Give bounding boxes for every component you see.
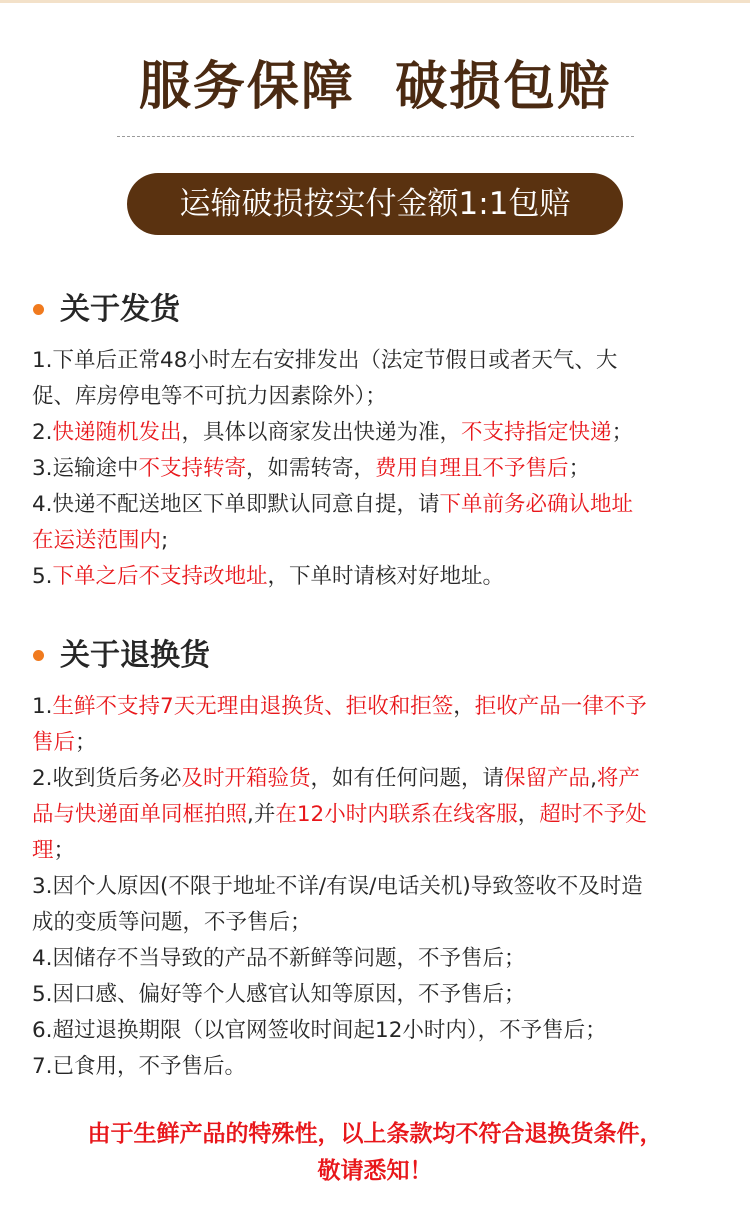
- highlight-text: 费用自理且不予售后: [375, 456, 569, 481]
- policy-line: [32, 379, 722, 415]
- policy-text: ；: [568, 456, 591, 481]
- policy-text: 2.: [32, 420, 53, 445]
- guarantee-banner: 运输破损按实付金额1:1包赔: [127, 173, 623, 235]
- highlight-text: 生鲜不支持7天无理由退换货、拒收和拒签: [52, 694, 454, 719]
- footer-notice: [0, 1116, 750, 1190]
- policy-line: [32, 451, 722, 487]
- policy-line: [32, 977, 722, 1013]
- policy-text: ，如需转寄，: [246, 456, 376, 481]
- policy-text: ；: [611, 420, 634, 445]
- highlight-text: 理: [32, 838, 54, 863]
- policy-line: [32, 797, 722, 833]
- highlight-text: 售后: [32, 730, 76, 755]
- policy-text: ，: [517, 802, 540, 827]
- policy-text: 7.已食用，不予售后。: [32, 1054, 247, 1079]
- policy-line: [32, 523, 722, 559]
- bullet-dot-icon: [33, 650, 44, 661]
- policy-text: ，具体以商家发出快递为准，: [181, 420, 462, 445]
- policy-line: [32, 833, 722, 869]
- policy-text: 2.收到货后务必: [32, 766, 182, 791]
- policy-text: 1.: [32, 694, 53, 719]
- policy-line: [32, 343, 722, 379]
- highlight-text: 快递随机发出: [52, 420, 182, 445]
- policy-line: [32, 761, 722, 797]
- policy-text: 5.: [32, 564, 53, 589]
- policy-text: ,: [590, 766, 597, 791]
- footer-notice-line: 由于生鲜产品的特殊性，以上条款均不符合退换货条件，: [87, 1121, 663, 1147]
- policy-text: ；: [53, 838, 76, 863]
- highlight-text: 品与快递面单同框拍照: [32, 802, 248, 827]
- highlight-text: 在12小时内联系在线客服: [275, 802, 518, 827]
- highlight-text: 在运送范围内: [32, 528, 162, 553]
- returns-policy-list: [32, 689, 722, 1085]
- policy-text: 促、库房停电等不可抗力因素除外）；: [32, 384, 387, 409]
- policy-text: ;: [161, 528, 169, 553]
- policy-text: ，: [453, 694, 475, 719]
- top-border: [0, 0, 750, 3]
- policy-line: [32, 415, 722, 451]
- page-title: 服务保障 破损包赔: [138, 57, 612, 117]
- bullet-dot-icon: [33, 304, 44, 315]
- highlight-text: 不支持转寄: [138, 456, 247, 481]
- policy-line: [32, 1049, 722, 1085]
- policy-text: 3.运输途中: [32, 456, 139, 481]
- policy-text: 4.因储存不当导致的产品不新鲜等问题，不予售后；: [32, 946, 526, 971]
- section-returns-title: 关于退换货: [60, 638, 210, 673]
- footer-notice-line: 敬请悉知！: [317, 1158, 433, 1184]
- policy-text: 6.超过退换期限（以官网签收时间起12小时内），不予售后；: [32, 1018, 607, 1043]
- highlight-text: 不支持指定快递: [461, 420, 612, 445]
- policy-line: [32, 725, 722, 761]
- highlight-text: 超时不予处: [539, 802, 647, 827]
- policy-text: 4.快递不配送地区下单即默认同意自提，请: [32, 492, 440, 517]
- highlight-text: 拒收产品一律不予: [474, 694, 647, 719]
- policy-text: ，如有任何问题，请: [310, 766, 505, 791]
- policy-line: [32, 689, 722, 725]
- policy-text: 成的变质等问题，不予售后；: [32, 910, 312, 935]
- highlight-text: 下单前务必确认地址: [439, 492, 634, 517]
- policy-line: [32, 559, 722, 595]
- policy-text: ,并: [247, 802, 276, 827]
- policy-line: [32, 869, 722, 905]
- highlight-text: 将产: [596, 766, 640, 791]
- shipping-policy-list: [32, 343, 722, 595]
- dashed-divider: [117, 136, 634, 137]
- highlight-text: 保留产品: [504, 766, 591, 791]
- policy-text: 1.下单后正常48小时左右安排发出（法定节假日或者天气、大: [32, 348, 618, 373]
- highlight-text: 及时开箱验货: [181, 766, 311, 791]
- policy-line: [32, 941, 722, 977]
- highlight-text: 下单之后不支持改地址: [52, 564, 268, 589]
- policy-text: ；: [75, 730, 97, 755]
- policy-text: 3.因个人原因(不限于地址不详/有误/电话关机)导致签收不及时造: [32, 874, 643, 899]
- policy-line: [32, 905, 722, 941]
- policy-text: ，下单时请核对好地址。: [267, 564, 505, 589]
- policy-line: [32, 1013, 722, 1049]
- policy-line: [32, 487, 722, 523]
- policy-text: 5.因口感、偏好等个人感官认知等原因，不予售后；: [32, 982, 526, 1007]
- section-shipping-title: 关于发货: [60, 292, 180, 327]
